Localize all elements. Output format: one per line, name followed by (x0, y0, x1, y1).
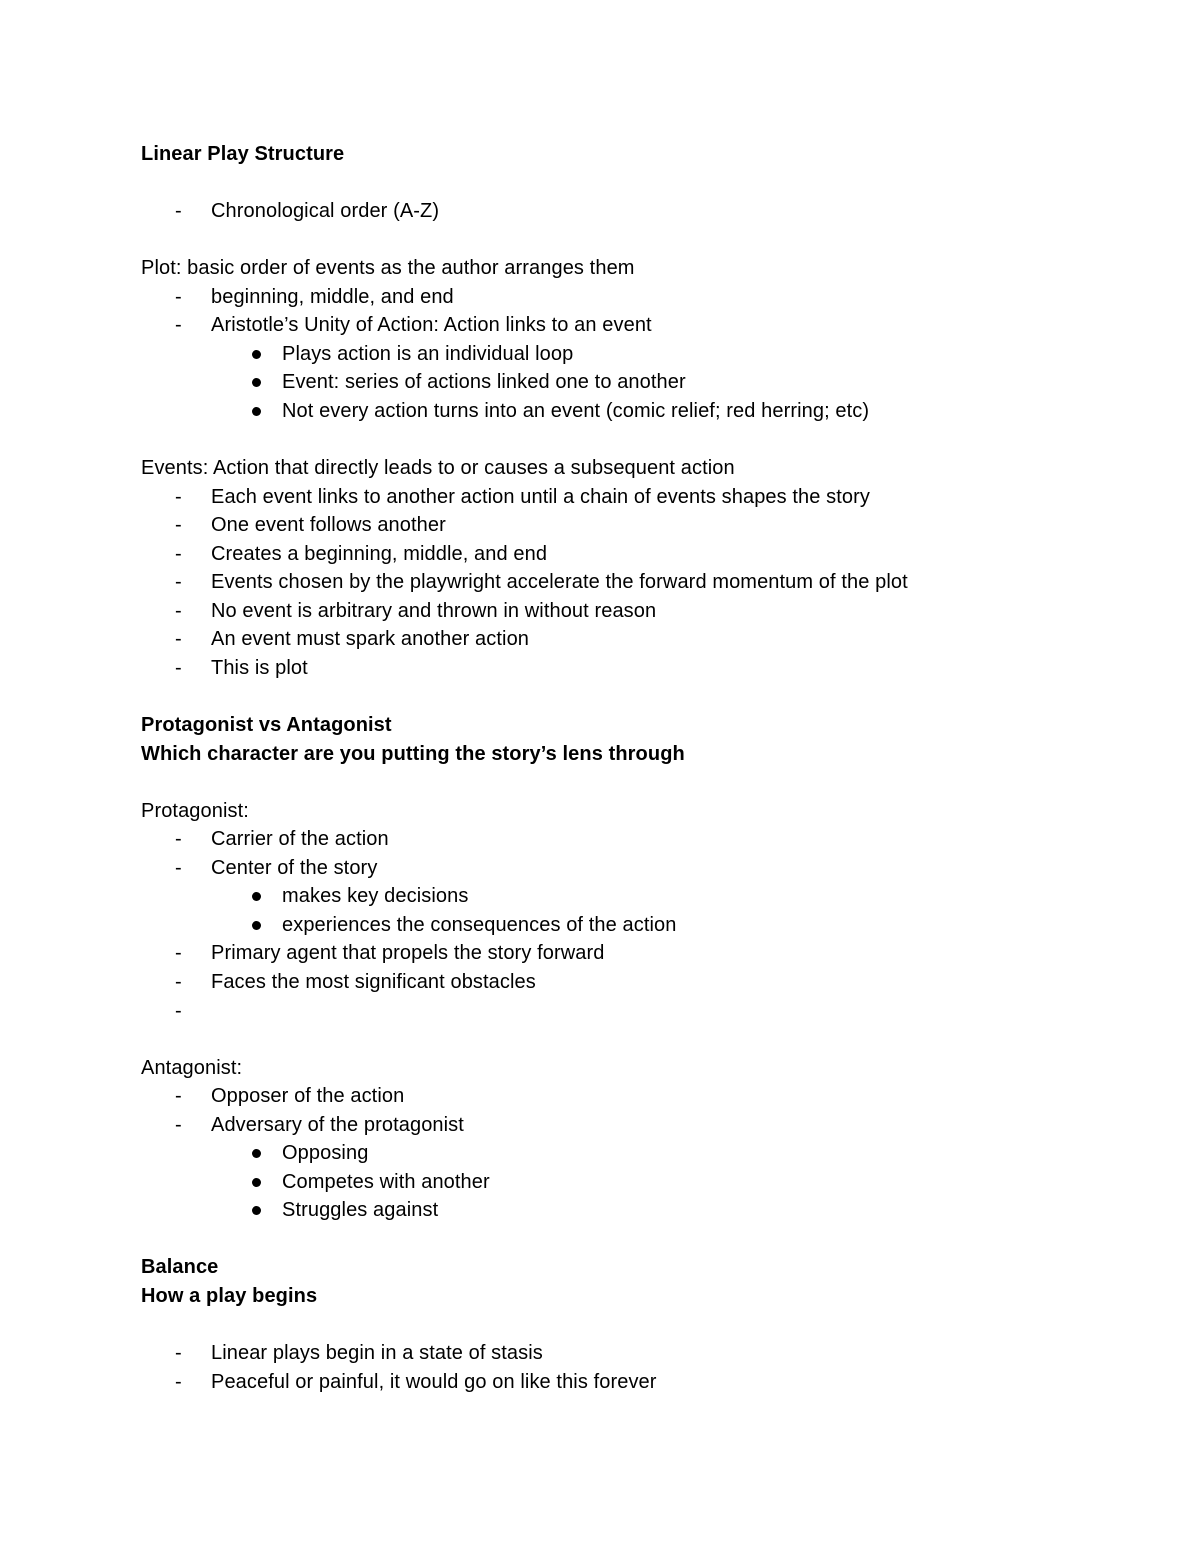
list-item-text: This is plot (211, 657, 308, 679)
sub-list-item-text: Plays action is an individual loop (282, 343, 574, 365)
list-item-text: Carrier of the action (211, 828, 389, 850)
sub-list-item-text: experiences the consequences of the action (282, 914, 677, 936)
dash-marker: - (175, 657, 182, 679)
paragraph-text: Protagonist: (141, 800, 249, 822)
dash-marker: - (175, 200, 182, 222)
list-item-text: Faces the most significant obstacles (211, 971, 536, 993)
sub-list-item-text: Opposing (282, 1142, 369, 1164)
dash-marker: - (175, 286, 182, 308)
dash-marker: - (175, 828, 182, 850)
list-item-text: One event follows another (211, 514, 446, 536)
dash-marker: - (175, 486, 182, 508)
heading-text: Balance (141, 1256, 219, 1278)
dash-marker: - (175, 600, 182, 622)
list-item-text: Aristotle’s Unity of Action: Action links to an event (211, 314, 652, 336)
heading-text: How a play begins (141, 1285, 318, 1307)
list-item-text: Primary agent that propels the story forward (211, 942, 605, 964)
bullet-icon (250, 1198, 270, 1222)
bullet-icon (250, 913, 270, 937)
sub-list-item-text: makes key decisions (282, 885, 469, 907)
list-item-text: Creates a beginning, middle, and end (211, 543, 548, 565)
list-item-text: Adversary of the protagonist (211, 1114, 464, 1136)
bullet-icon (250, 342, 270, 366)
dash-marker: - (175, 1371, 182, 1393)
dash-marker: - (175, 942, 182, 964)
dash-marker: - (175, 314, 182, 336)
list-item-text: An event must spark another action (211, 628, 530, 650)
list-item-text: Chronological order (A-Z) (211, 200, 440, 222)
dash-marker: - (175, 1000, 182, 1022)
bullet-icon (250, 1141, 270, 1165)
list-item-text: Linear plays begin in a state of stasis (211, 1342, 543, 1364)
list-item-text: Opposer of the action (211, 1085, 405, 1107)
bullet-icon (250, 1170, 270, 1194)
paragraph-text: Events: Action that directly leads to or causes a subsequent action (141, 457, 735, 479)
heading-text: Protagonist vs Antagonist (141, 714, 392, 736)
dash-marker: - (175, 1085, 182, 1107)
list-item-text: Events chosen by the playwright accelerate the forward momentum of the plot (211, 571, 908, 593)
heading-text: Which character are you putting the story’s lens through (141, 743, 685, 765)
dash-marker: - (175, 971, 182, 993)
sub-list-item-text: Not every action turns into an event (comic relief; red herring; etc) (282, 400, 870, 422)
list-item-text: No event is arbitrary and thrown in without reason (211, 600, 657, 622)
paragraph-text: Antagonist: (141, 1057, 243, 1079)
dash-marker: - (175, 514, 182, 536)
bullet-icon (250, 370, 270, 394)
bullet-icon (250, 884, 270, 908)
sub-list-item-text: Event: series of actions linked one to another (282, 371, 686, 393)
bullet-icon (250, 399, 270, 423)
heading-text: Linear Play Structure (141, 143, 345, 165)
list-item-text: beginning, middle, and end (211, 286, 454, 308)
dash-marker: - (175, 543, 182, 565)
dash-marker: - (175, 857, 182, 879)
dash-marker: - (175, 571, 182, 593)
paragraph-text: Plot: basic order of events as the author arranges them (141, 257, 635, 279)
list-item-text: Center of the story (211, 857, 378, 879)
list-item-text: Peaceful or painful, it would go on like this forever (211, 1371, 657, 1393)
dash-marker: - (175, 628, 182, 650)
sub-list-item-text: Competes with another (282, 1171, 490, 1193)
dash-marker: - (175, 1342, 182, 1364)
list-item-text: Each event links to another action until a chain of events shapes the story (211, 486, 871, 508)
sub-list-item-text: Struggles against (282, 1199, 439, 1221)
dash-marker: - (175, 1114, 182, 1136)
